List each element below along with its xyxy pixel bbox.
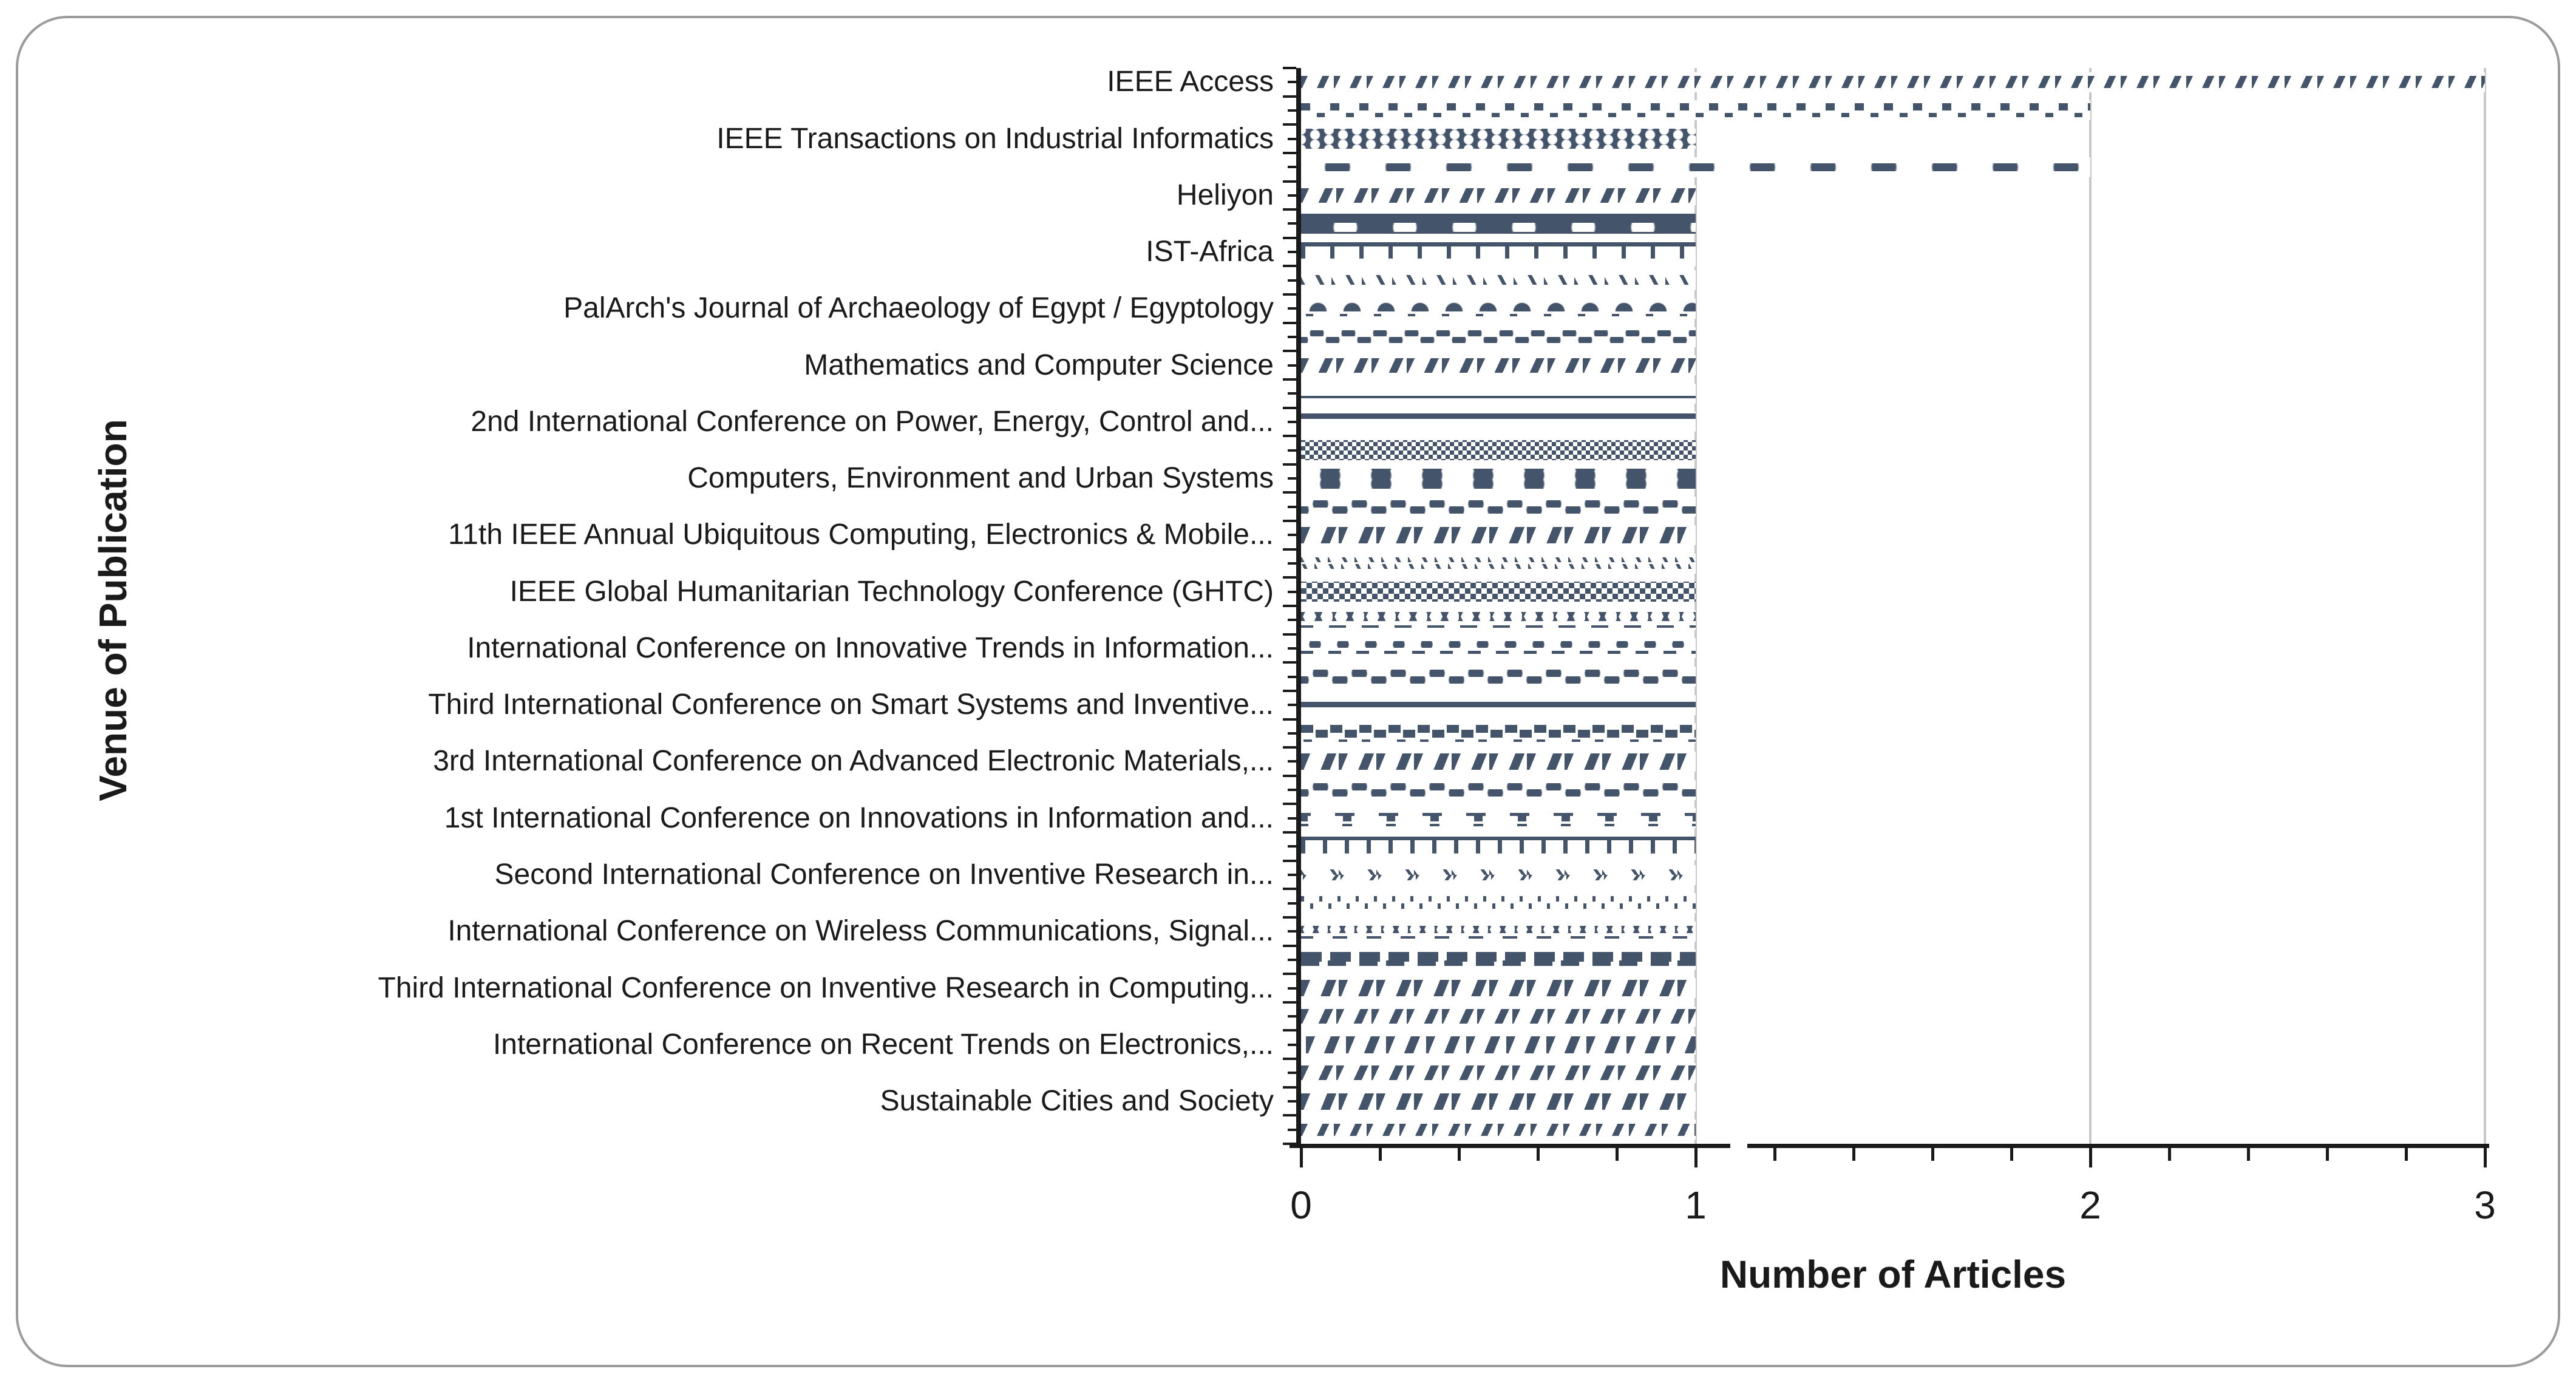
x-axis-tick xyxy=(2010,1148,2013,1161)
x-axis-tick xyxy=(1379,1148,1382,1161)
y-axis-tick xyxy=(1283,661,1296,664)
y-axis-tick xyxy=(1283,463,1296,466)
bar xyxy=(1301,497,1696,517)
y-axis-tick xyxy=(1288,987,1296,990)
bar xyxy=(1301,355,1696,375)
y-axis-tick xyxy=(1283,718,1296,721)
y-axis-tick xyxy=(1283,180,1296,183)
y-axis-tick xyxy=(1283,973,1296,975)
bar xyxy=(1301,582,1696,602)
y-axis-tick xyxy=(1288,930,1296,933)
y-axis-tick xyxy=(1288,81,1296,83)
x-axis-tick xyxy=(1931,1148,1934,1161)
category-label: Mathematics and Computer Science xyxy=(804,348,1274,381)
x-axis-tick xyxy=(2405,1148,2408,1161)
category-label: 11th IEEE Annual Ubiquitous Computing, Electronics & Mobile... xyxy=(448,518,1274,551)
y-axis-tick xyxy=(1288,704,1296,706)
y-axis-tick xyxy=(1283,633,1296,636)
y-axis-tick xyxy=(1288,421,1296,423)
y-axis-tick xyxy=(1288,874,1296,876)
category-label: Third International Conference on Smart Systems and Inventive... xyxy=(428,688,1274,721)
y-axis-tick xyxy=(1283,945,1296,947)
y-axis-tick xyxy=(1283,322,1296,324)
x-tick-label: 2 xyxy=(2079,1183,2101,1227)
gridline xyxy=(2484,68,2486,1144)
x-axis-tick xyxy=(2326,1148,2329,1161)
x-axis-tick xyxy=(1537,1148,1540,1161)
y-axis-tick xyxy=(1283,803,1296,805)
bar xyxy=(1301,1035,1696,1055)
category-label: Heliyon xyxy=(1176,178,1274,211)
category-label: International Conference on Innovative Trends in Information... xyxy=(467,631,1274,664)
bar xyxy=(1301,554,1696,574)
bar xyxy=(1301,1063,1696,1083)
bar xyxy=(1301,1120,1696,1140)
bar xyxy=(1301,780,1696,800)
x-tick-label: 1 xyxy=(1685,1183,1707,1227)
y-axis-tick xyxy=(1283,1086,1296,1089)
y-axis-tick xyxy=(1288,251,1296,253)
y-axis-tick xyxy=(1288,166,1296,168)
y-axis-tick xyxy=(1283,1114,1296,1116)
category-label: Sustainable Cities and Society xyxy=(880,1085,1274,1118)
plot-area xyxy=(1301,68,2485,1144)
bar xyxy=(1301,922,1696,942)
category-label: 2nd International Conference on Power, Energy, Control and... xyxy=(471,405,1274,438)
bar xyxy=(1301,242,1696,267)
bar xyxy=(1301,214,1696,234)
y-axis-tick xyxy=(1288,279,1296,282)
y-axis-tick xyxy=(1283,860,1296,862)
x-tick-label: 0 xyxy=(1290,1183,1312,1227)
x-axis-line xyxy=(1747,1144,2489,1148)
y-axis-tick xyxy=(1283,888,1296,890)
x-axis-tick xyxy=(1458,1148,1461,1161)
y-axis-tick xyxy=(1283,831,1296,834)
gridline xyxy=(2089,68,2092,1144)
y-axis-tick xyxy=(1288,902,1296,905)
y-axis-line xyxy=(1296,68,1301,1148)
y-axis-tick xyxy=(1283,746,1296,749)
y-axis-tick xyxy=(1288,307,1296,310)
category-label: Second International Conference on Inventive Research in... xyxy=(494,858,1274,891)
y-axis-tick xyxy=(1283,1058,1296,1060)
bar xyxy=(1301,327,1696,347)
category-label: IST-Africa xyxy=(1146,236,1274,268)
x-tick-label: 3 xyxy=(2474,1183,2496,1227)
y-axis-tick xyxy=(1288,109,1296,112)
bar xyxy=(1301,270,1696,290)
bar xyxy=(1301,384,1696,404)
y-axis-tick xyxy=(1283,520,1296,522)
y-axis-tick xyxy=(1283,123,1296,126)
y-axis-tick xyxy=(1288,619,1296,621)
category-label: Computers, Environment and Urban Systems xyxy=(687,462,1274,495)
x-axis-tick xyxy=(1300,1148,1303,1167)
y-axis-tick xyxy=(1283,435,1296,437)
y-axis-tick xyxy=(1283,775,1296,777)
y-axis-tick xyxy=(1283,265,1296,267)
y-axis-tick xyxy=(1288,760,1296,763)
y-axis-tick xyxy=(1288,845,1296,848)
y-axis-tick xyxy=(1288,449,1296,452)
y-axis-tick xyxy=(1283,208,1296,211)
y-axis-tick xyxy=(1283,916,1296,919)
y-axis-tick xyxy=(1288,1015,1296,1018)
y-axis-tick xyxy=(1288,138,1296,140)
y-axis-tick xyxy=(1288,591,1296,593)
y-axis-tick xyxy=(1288,676,1296,678)
y-axis-tick xyxy=(1283,605,1296,607)
y-axis-tick xyxy=(1288,959,1296,961)
bar xyxy=(1301,185,1696,205)
y-axis-tick xyxy=(1283,67,1296,69)
bar xyxy=(1301,100,2090,120)
category-label: 1st International Conference on Innovations in Information and... xyxy=(444,801,1274,834)
y-axis-tick xyxy=(1283,378,1296,381)
bar xyxy=(1301,157,2090,177)
y-axis-tick xyxy=(1288,1129,1296,1131)
bar xyxy=(1301,299,1696,319)
y-axis-tick xyxy=(1288,647,1296,650)
bar xyxy=(1301,1007,1696,1027)
y-axis-tick xyxy=(1288,817,1296,820)
y-axis-tick xyxy=(1288,789,1296,791)
bar xyxy=(1301,695,1696,715)
y-axis-tick xyxy=(1288,222,1296,225)
category-label: IEEE Global Humanitarian Technology Conference (GHTC) xyxy=(509,575,1274,608)
bar xyxy=(1301,865,1696,885)
x-axis-tick xyxy=(2168,1148,2171,1161)
category-label: PalArch's Journal of Archaeology of Egypt / Egyptology xyxy=(563,292,1274,325)
y-axis-tick xyxy=(1288,392,1296,395)
y-axis-tick xyxy=(1283,407,1296,409)
bar xyxy=(1301,72,2485,92)
y-axis-tick xyxy=(1283,237,1296,239)
x-axis-tick xyxy=(1694,1148,1698,1167)
x-axis-title: Number of Articles xyxy=(1719,1252,2067,1296)
x-axis-line xyxy=(1290,1144,1730,1148)
x-axis-tick xyxy=(2247,1148,2250,1161)
x-axis-tick xyxy=(1616,1148,1619,1161)
y-axis-tick xyxy=(1283,95,1296,98)
bar xyxy=(1301,469,1696,489)
bar xyxy=(1301,808,1696,828)
bar xyxy=(1301,129,1696,149)
y-axis-tick xyxy=(1288,1072,1296,1074)
y-axis-tick xyxy=(1288,732,1296,735)
y-axis-tick xyxy=(1288,194,1296,197)
bar xyxy=(1301,440,1696,460)
y-axis-tick xyxy=(1288,1100,1296,1103)
y-axis-title: Venue of Publication xyxy=(91,419,135,801)
x-axis-tick xyxy=(1773,1148,1776,1161)
y-axis-tick xyxy=(1288,477,1296,480)
x-axis-tick xyxy=(2484,1148,2487,1167)
bar xyxy=(1301,723,1696,743)
y-axis-tick xyxy=(1283,1001,1296,1004)
bar xyxy=(1301,412,1696,432)
bar xyxy=(1301,1092,1696,1112)
category-label: 3rd International Conference on Advanced Electronic Materials,... xyxy=(433,745,1274,778)
y-axis-tick xyxy=(1283,491,1296,494)
y-axis-tick xyxy=(1288,336,1296,338)
y-axis-tick xyxy=(1288,364,1296,367)
y-axis-tick xyxy=(1288,1044,1296,1046)
y-axis-tick xyxy=(1288,506,1296,508)
bar xyxy=(1301,950,1696,970)
y-axis-tick xyxy=(1283,350,1296,352)
y-axis-tick xyxy=(1283,690,1296,692)
category-label: IEEE Access xyxy=(1107,66,1274,98)
bar xyxy=(1301,525,1696,545)
bar xyxy=(1301,978,1696,998)
y-axis-tick xyxy=(1288,534,1296,536)
y-axis-tick xyxy=(1283,576,1296,579)
y-axis-tick xyxy=(1283,1029,1296,1031)
category-label: International Conference on Wireless Communications, Signal... xyxy=(447,915,1274,948)
bar xyxy=(1301,837,1696,860)
y-axis-tick xyxy=(1288,562,1296,565)
bar xyxy=(1301,893,1696,913)
y-axis-tick xyxy=(1283,548,1296,551)
bar xyxy=(1301,667,1696,687)
y-axis-tick xyxy=(1283,152,1296,154)
category-label: Third International Conference on Inventive Research in Computing... xyxy=(378,971,1274,1004)
x-axis-tick xyxy=(1852,1148,1855,1161)
bar xyxy=(1301,752,1696,772)
bar xyxy=(1301,610,1696,630)
x-axis-tick xyxy=(2089,1148,2092,1167)
y-axis-tick xyxy=(1283,293,1296,296)
bar xyxy=(1301,638,1696,658)
category-label: International Conference on Recent Trends on Electronics,... xyxy=(492,1028,1274,1061)
category-label: IEEE Transactions on Industrial Informatics xyxy=(716,122,1274,155)
